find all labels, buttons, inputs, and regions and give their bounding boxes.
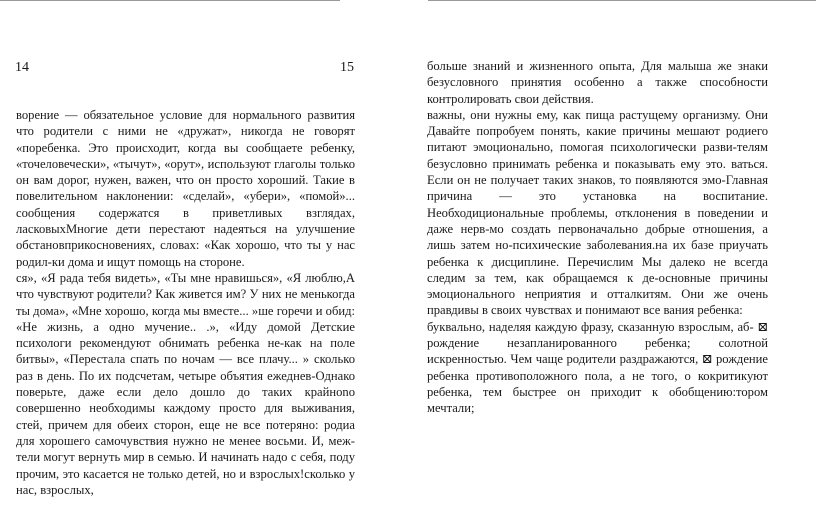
page-number-14: 14 (15, 60, 29, 75)
right-paragraph: больше знаний и жизненного опыта, Для малыша же знаки безусловного принятия особенно а также способности контролировать свои действия. (427, 59, 768, 106)
top-rule-right (428, 0, 816, 1)
top-rule-left (0, 0, 340, 1)
left-column-text (16, 107, 355, 498)
left-paragraph: ся», «Я рада тебя видеть», «Ты мне нравишься», «Я люблю,А что чувствуют родители? Как живется им? У них не менькогда ты дома», «Мне хорошо, когда мы вместе... »ше горечи и обид: «Не жизнь, а одно мучение.. .», «Иду домой Детские психологи рекомендуют обнимать ребенка не-как на поле битвы», «Перестала спать по ночам — все плачу... » сколько раз в день. По их подсчетам, четыре объятия ежеднев-Однако поверьте, даже если дело дошло до таких крайнono совершенно необходимы каждому просто для выживания, стей, причем для обеих сторон, еще не все потеряно: родиа для хорошего самочувствия нужно не менее восьми. И, меж-тели могут вернуть мир в семью. И начинать надо с себя, поду прочим, это касается не только детей, но и взрослых!сколько у нас, взрослых, (16, 270, 355, 497)
right-paragraph: буквально, наделяя каждую фразу, сказанную взрослым, аб- ⊠ рождение незапланированного ребенка; солотной искренностью. Чем чаще родители раздражаются, ⊠ рождение ребенка противоположного пола, а не того, о кокритикуют ребенка, тем быстрее он приходит к обобщению:тором мечтали; (427, 319, 768, 416)
left-paragraph: ворение — обязательное условие для нормального развития что родители с ними не «дружат», никогда не говорят «поребенка. Это происходит, когда вы сообщаете ребенку, «точеловечески», «тычут», «орут», используют глаголы только он вам дорог, нужен, важен, что он просто хороший. Такие в повелительном наклонении: «сделай», «убери», «помой»... сообщения содержатся в приветливых взглядах, ласковыхМногие дети перестают надеяться на улучшение обстановприкосновениях, словах: «Как хорошо, что ты у нас родил-ки дома и ищут помощь на стороне. (16, 108, 355, 269)
right-paragraph: важны, они нужны ему, как пища растущему организму. Они Давайте попробуем понять, какие причины мешают родиего питают эмоционально, помогая психологически разви-телям безусловно принимать ребенка и показывать ему это. ваться. Если он не получает таких знаков, то появляются эмо-Главная причина — это установка на воспитание. Необходициональные проблемы, отклонения в поведении и даже нерв-мо создать первоначально добрые отношения, а лишь затем но-психические заболевания.на их базе приучать ребенка к дисциплине. Перечислим Мы далеко не всегда следим за тем, как обращаемся к де-основные причины эмоционального неприятия и отталкитям. Они же очень правдивы в своих чувствах и понимают все вания ребенка: (427, 107, 768, 318)
right-column-text (427, 58, 768, 417)
page-number-15: 15 (340, 60, 354, 75)
